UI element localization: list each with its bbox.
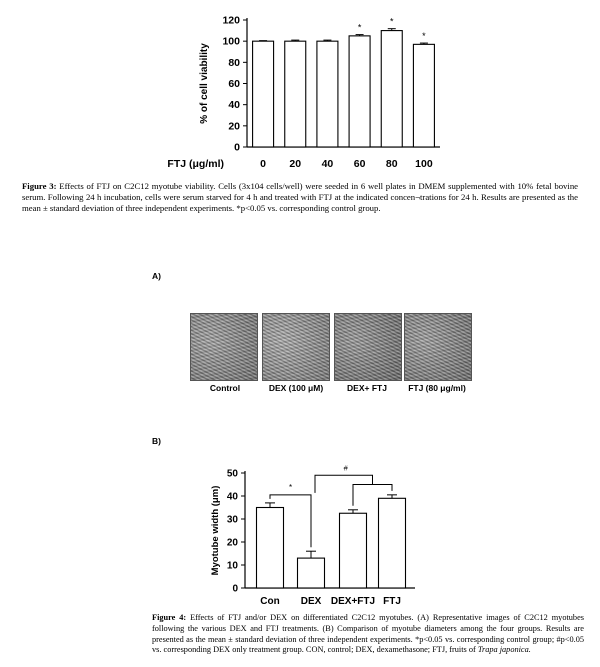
y-tick-label: 120 <box>222 14 240 27</box>
micrograph-control <box>190 313 258 381</box>
significance-marker: * <box>357 22 362 33</box>
bar <box>381 31 402 147</box>
bar <box>413 44 434 147</box>
significance-marker: * <box>422 31 426 42</box>
x-tick-label: DEX <box>300 596 322 607</box>
micrograph-dex-ftj <box>334 313 402 381</box>
bar <box>253 41 274 147</box>
figure3-caption-label: Figure 3: <box>22 181 57 191</box>
y-tick-label: 20 <box>226 537 238 549</box>
y-axis-title: % of cell viability <box>199 43 210 124</box>
x-tick-label: Con <box>260 596 280 607</box>
figure4-caption <box>152 613 584 656</box>
y-tick-label: 0 <box>234 141 240 154</box>
y-tick-label: 80 <box>228 56 240 69</box>
micrograph-label-dex: DEX (100 μM) <box>268 383 324 393</box>
x-tick-label: DEX+FTJ <box>330 596 376 607</box>
y-tick-label: 60 <box>228 78 240 90</box>
micrograph-label-dex-ftj: DEX+ FTJ <box>347 383 387 393</box>
x-tick-label: 20 <box>289 158 302 170</box>
y-tick-label: 0 <box>232 583 238 595</box>
y-tick-label: 10 <box>226 560 238 572</box>
micrograph-label-ftj: FTJ (80 μg/ml) <box>408 383 466 393</box>
x-tick-label: FTJ <box>383 596 401 607</box>
figure3-caption <box>22 181 578 215</box>
cell-viability-chart <box>167 10 450 180</box>
x-axis-title: FTJ (μg/ml) <box>167 158 224 170</box>
figure4-caption-label: Figure 4: <box>152 613 187 622</box>
figure4-caption-text: Effects of FTJ and/or DEX on differentiated C2C12 myotubes. (A) Representative images of C2C12 myotubes following the various DEX and FTJ treatments. (B) Comparison of myotube diameters among the four groups. Results are presented as the mean ± standard deviation of three independent experiments. *p<0.05 vs. corresponding control group; #p<0.05 vs. corresponding DEX only treatment group. CON, control; DEX, dexamethasone; FTJ, fruits of <box>152 613 584 655</box>
y-tick-label: 30 <box>226 514 238 526</box>
figure3-caption-text: Effects of FTJ on C2C12 myotube viability. Cells (3x104 cells/well) were seeded in 6 well plates in DMEM supplemented with 10% fetal bovine serum. Following 24 h incubation, cells were serum starved for 4 h and treated with FTJ at the indicated concen¬trations for 24 h. Results are presented as the mean ± standard deviation of three independent experiments. *p<0.05 vs. corresponding control group. <box>22 181 579 214</box>
figure4-caption-italic: Trapa japonica. <box>477 645 531 655</box>
micrograph-dex <box>262 313 330 381</box>
myotube-width-chart <box>205 445 425 610</box>
bar <box>257 508 284 589</box>
bar <box>349 36 370 147</box>
x-tick-label: 60 <box>353 158 366 170</box>
y-tick-label: 50 <box>226 468 238 480</box>
bar <box>340 513 367 588</box>
y-axis-title: Myotube width (μm) <box>210 485 221 576</box>
y-tick-label: 40 <box>228 99 240 112</box>
bar <box>298 558 325 588</box>
x-tick-label: 100 <box>415 158 433 170</box>
bar <box>317 41 338 147</box>
x-tick-label: 80 <box>385 158 398 170</box>
panel-a-label: A) <box>152 271 161 281</box>
panel-b-label: B) <box>152 436 161 446</box>
y-tick-label: 40 <box>226 491 238 503</box>
micrograph-label-control: Control <box>209 383 241 393</box>
x-tick-label: 0 <box>260 158 267 170</box>
significance-star: * <box>288 482 293 492</box>
bar <box>379 498 406 588</box>
x-tick-label: 40 <box>321 158 334 170</box>
micrograph-ftj <box>404 313 472 381</box>
significance-hash: # <box>343 463 348 473</box>
y-tick-label: 100 <box>222 35 240 48</box>
bar <box>285 41 306 147</box>
significance-marker: * <box>389 16 394 27</box>
y-tick-label: 20 <box>228 120 240 133</box>
